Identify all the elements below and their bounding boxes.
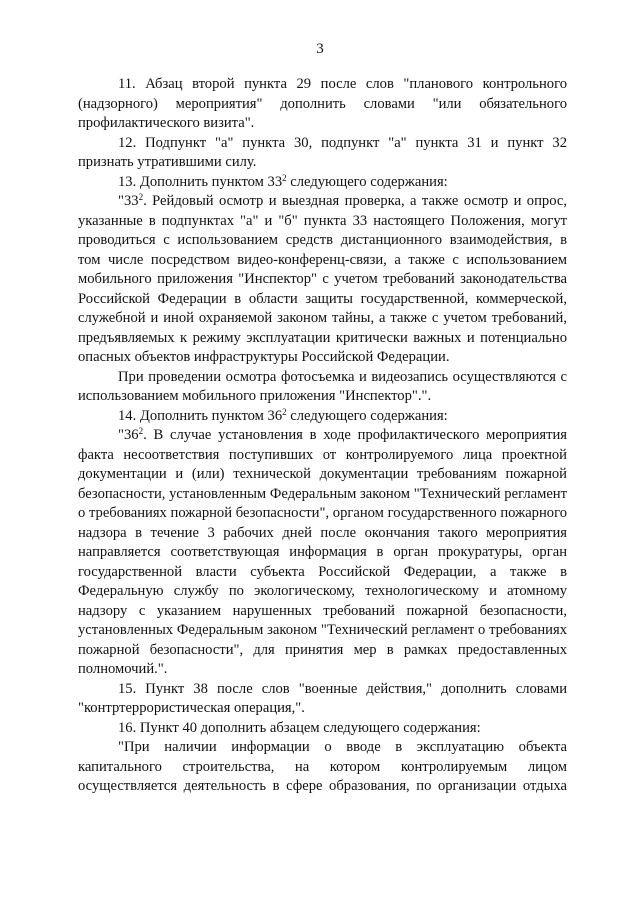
document-body: [78, 75, 567, 797]
paragraph-text: "При наличии информации о вводе в эксплуатацию объекта капитального строительства, на котором контролируемым лицом осуществляется деятельность в сфере образования, по организации отдыха: [78, 739, 567, 794]
paragraph-15: [78, 680, 567, 719]
paragraph-text: 15. Пункт 38 после слов "военные действия," дополнить словами "контртеррористическая операция,".: [78, 680, 567, 716]
paragraph-13: [78, 173, 567, 193]
paragraph-text: . В случае установления в ходе профилактического мероприятия факта несоответствия поступивших от контролируемого лица проектной документации и (или) технической документации требованиям пожарной безопасности, установленным Федеральным законом "Технический регламент о требованиях пожарной безопасности", органом государственного пожарного надзора в течение 3 рабочих дней после окончания такого мероприятия направляется соответствующая информация в орган прокуратуры, орган государственной власти субъекта Российской Федерации, а также в Федеральную службу по экологическому, технологическому и атомному надзору с указанием нарушенных требований пожарной безопасности, установленных Федеральным законом "Технический регламент о требованиях пожарной безопасности", для принятия мер в рамках предоставленных полномочий.".: [78, 427, 567, 677]
superscript: 2: [282, 406, 287, 417]
paragraph-text: 12. Подпункт "а" пункта 30, подпункт "а" пункта 31 и пункт 32 признать утратившими силу.: [78, 134, 567, 170]
paragraph-12: [78, 134, 567, 173]
paragraph-text: При проведении осмотра фотосъемка и видеозапись осуществляются с использованием мобильного приложения "Инспектор".".: [78, 368, 567, 404]
superscript: 2: [282, 172, 287, 183]
superscript: 2: [138, 192, 144, 202]
paragraph-33-2: [78, 192, 567, 368]
paragraph-photo: [78, 368, 567, 407]
paragraph-new-abzac: [78, 738, 567, 797]
paragraph-text: "36: [118, 427, 139, 443]
paragraph-16: [78, 719, 567, 739]
superscript: 2: [138, 426, 144, 436]
paragraph-text: 13. Дополнить пунктом 33: [118, 173, 283, 190]
paragraph-text: 11. Абзац второй пункта 29 после слов "планового контрольного (надзорного) мероприятия" дополнить словами "или обязательного профилактического визита".: [78, 76, 567, 131]
paragraph-11: [78, 75, 567, 134]
page-number: 3: [316, 41, 324, 57]
paragraph-text: 16. Пункт 40 дополнить абзацем следующего содержания:: [118, 719, 481, 736]
paragraph-14: [78, 407, 567, 427]
paragraph-text: следующего содержания:: [286, 407, 448, 424]
paragraph-text: "33: [118, 193, 139, 209]
paragraph-36-2: [78, 426, 567, 680]
paragraph-text: следующего содержания:: [286, 173, 448, 190]
paragraph-text: 14. Дополнить пунктом 36: [118, 407, 283, 424]
paragraph-text: . Рейдовый осмотр и выездная проверка, а также осмотр и опрос, указанные в подпунктах "а" и "б" пункта 33 настоящего Положения, могут проводиться с использованием средств дистанционного взаимодействия, в том числе посредством видео-конференц-связи, а также с использованием мобильного приложения "Инспектор" с учетом требований законодательства Российской Федерации в области защиты государственной, коммерческой, служебной и иной охраняемой законом тайны, а также с учетом требований, предъявляемых к режиму эксплуатации критически важных и потенциально опасных объектов инфраструктуры Российской Федерации.: [78, 193, 567, 365]
